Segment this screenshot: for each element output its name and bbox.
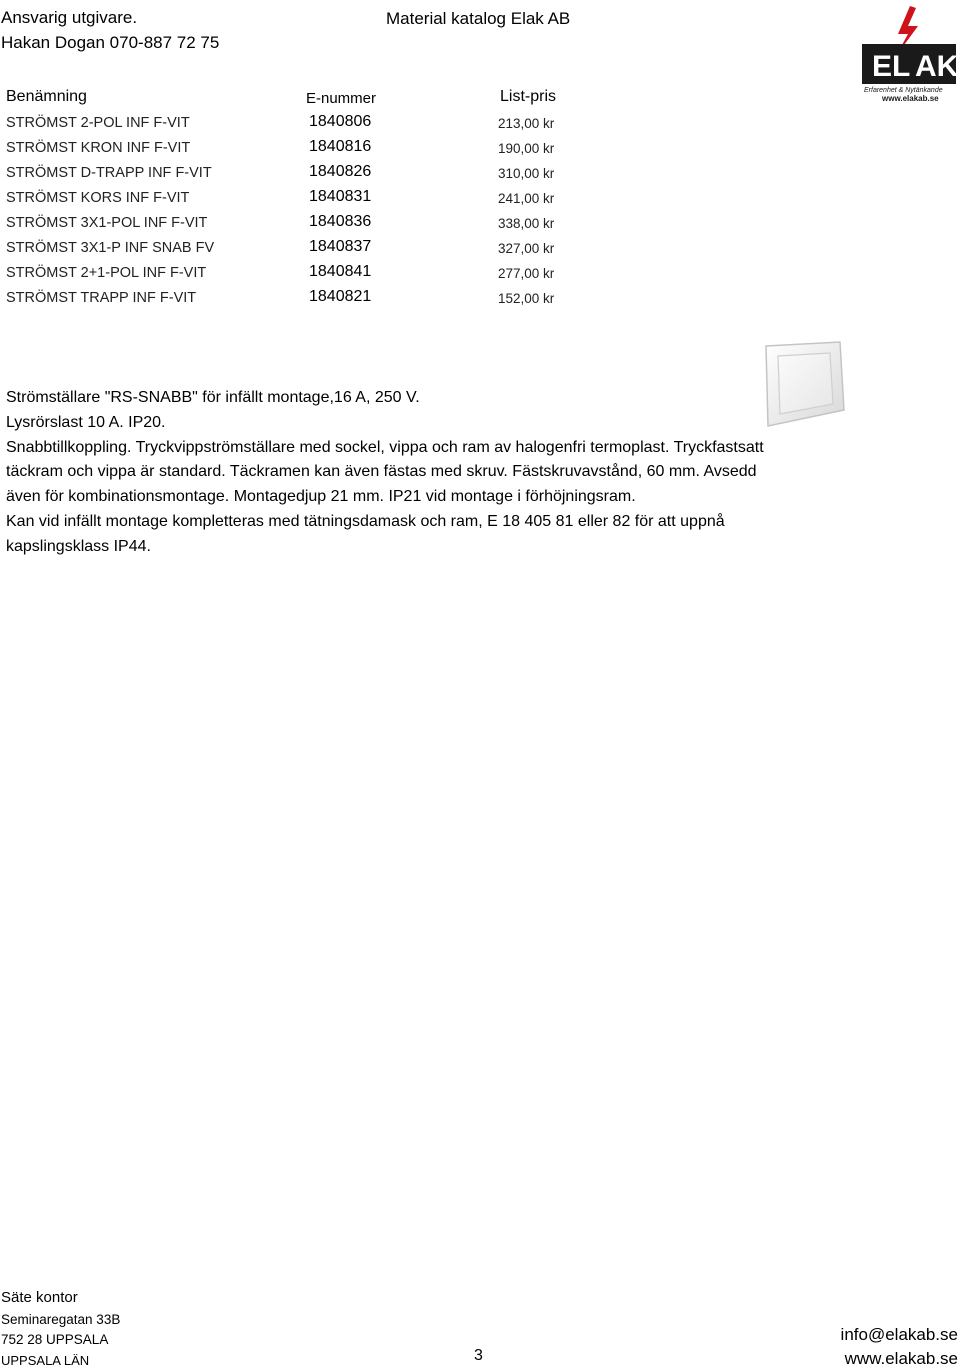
description-line: Kan vid infällt montage kompletteras med tätningsdamask och ram, E 18 405 81 eller 82 för att uppnå: [6, 512, 725, 530]
description-line: Strömställare "RS-SNABB" för infällt montage,16 A, 250 V.: [6, 389, 420, 406]
row-enr: 1840826: [309, 163, 372, 180]
product-description: [6, 386, 846, 560]
logo-url: www.elakab.se: [882, 94, 939, 103]
row-name: STRÖMST 3X1-POL INF F-VIT: [6, 215, 208, 231]
row-name: STRÖMST 2-POL INF F-VIT: [6, 115, 190, 131]
row-price: 152,00 kr: [498, 291, 555, 306]
company-logo: [858, 4, 958, 104]
table-row: [0, 187, 600, 212]
responsible-label: Ansvarig utgivare.: [1, 8, 138, 27]
row-enr: 1840816: [309, 138, 372, 155]
logo-brand-right: AK: [915, 50, 958, 83]
col-header-price: List-pris: [500, 88, 557, 105]
row-name: STRÖMST TRAPP INF F-VIT: [6, 290, 197, 306]
table-row: [0, 287, 600, 312]
row-name: STRÖMST KORS INF F-VIT: [6, 190, 190, 206]
footer-email[interactable]: info@elakab.se: [840, 1325, 958, 1344]
row-price: 241,00 kr: [498, 191, 555, 206]
footer-website[interactable]: www.elakab.se: [844, 1349, 958, 1368]
catalog-title: Material katalog Elak AB: [386, 9, 571, 28]
description-line: Lysrörslast 10 A. IP20.: [6, 413, 166, 431]
row-price: 213,00 kr: [498, 116, 555, 131]
footer-street: Seminaregatan 33B: [1, 1312, 121, 1327]
row-enr: 1840841: [309, 263, 372, 280]
row-enr: 1840831: [309, 188, 372, 205]
footer-postal: 752 28 UPPSALA: [1, 1332, 109, 1347]
description-line: kapslingsklass IP44.: [6, 537, 151, 555]
row-name: STRÖMST D-TRAPP INF F-VIT: [6, 165, 212, 181]
col-header-name: Benämning: [6, 88, 87, 105]
logo-tagline: Erfarenhet & Nytänkande: [864, 87, 943, 94]
row-price: 277,00 kr: [498, 266, 555, 281]
row-price: 190,00 kr: [498, 141, 555, 156]
row-price: 327,00 kr: [498, 241, 555, 256]
row-price: 338,00 kr: [498, 216, 555, 231]
footer-region: UPPSALA LÄN: [1, 1353, 90, 1368]
table-row: [0, 212, 600, 237]
contact-line: Hakan Dogan 070-887 72 75: [1, 33, 220, 52]
footer-office-label: Säte kontor: [1, 1289, 78, 1306]
table-row: [0, 262, 600, 287]
row-name: STRÖMST 2+1-POL INF F-VIT: [6, 265, 207, 281]
table-row: [0, 112, 600, 137]
row-name: STRÖMST 3X1-P INF SNAB FV: [6, 240, 215, 256]
row-enr: 1840821: [309, 288, 372, 305]
description-line: Snabbtillkoppling. Tryckvippströmställare med sockel, vippa och ram av halogenfri termoplast. Tryckfastsatt: [6, 438, 764, 456]
row-name: STRÖMST KRON INF F-VIT: [6, 140, 191, 156]
table-row: [0, 137, 600, 162]
row-enr: 1840836: [309, 213, 372, 230]
logo-brand-left: EL: [872, 50, 911, 83]
col-header-enr: E-nummer: [306, 90, 377, 107]
row-price: 310,00 kr: [498, 166, 555, 181]
table-row: [0, 237, 600, 262]
page-number: 3: [474, 1347, 483, 1364]
table-row: [0, 162, 600, 187]
description-line: även för kombinationsmontage. Montagedjup 21 mm. IP21 vid montage i förhöjningsram.: [6, 488, 636, 506]
description-line: täckram och vippa är standard. Täckramen kan även fästas med skruv. Fästskruvavstånd, 60 mm. Avsedd: [6, 463, 757, 481]
row-enr: 1840806: [309, 113, 372, 130]
row-enr: 1840837: [309, 238, 372, 255]
